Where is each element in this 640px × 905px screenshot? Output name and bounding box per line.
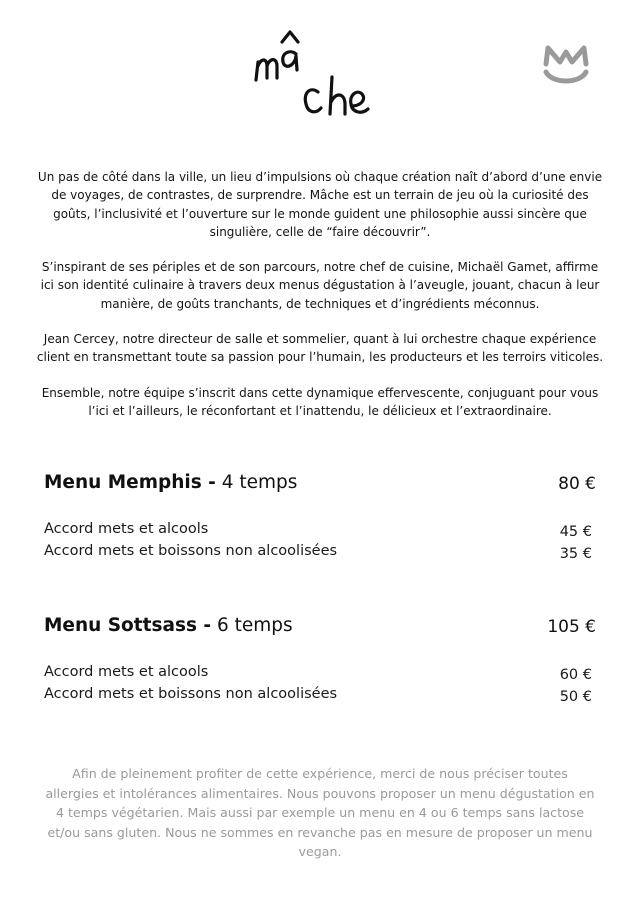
intro-paragraph: Jean Cercey, notre directeur de salle et sommelier, quant à lui orchestre chaque expérience client en transmettant toute sa passion pour l’humain, les producteurs et les terroirs viticoles. [36, 332, 604, 365]
menu-courses: 4 temps [215, 472, 298, 493]
intro-paragraph: S’inspirant de ses périples et de son parcours, notre chef de cuisine, Michaël Gamet, affirme ici son identité culinaire à travers deux menus dégustation à l’aveugle, jouant, chacun à leur manière, de goûts tranchants, de techniques et d’ingrédients méconnus. [40, 260, 600, 311]
mache-logo [250, 22, 395, 122]
pairing-price: 35 € [559, 546, 592, 562]
menu-name: Menu Memphis - [44, 472, 216, 493]
intro-text [36, 168, 604, 437]
pairing-price: 50 € [559, 689, 592, 705]
intro-paragraph: Un pas de côté dans la ville, un lieu d’impulsions où chaque création naît d’abord d’une envie de voyages, de contrastes, de surprendre. Mâche est un terrain de jeu où la curiosité des goûts, l’inclusivité et l’ouverture sur le monde guident une philosophie aussi sincère que singulière, celle de “faire découvrir”. [37, 170, 603, 239]
pairing-label: Accord mets et alcools [44, 521, 209, 537]
smiley-m-logo-icon [540, 42, 592, 90]
pairing-price: 45 € [559, 524, 592, 540]
dietary-note: Afin de pleinement profiter de cette expérience, merci de nous préciser toutes allergies et intolérances alimentaires. Nous pouvons proposer un menu dégustation en 4 temps végétarien. Mais aussi par exemple un menu en 4 ou 6 temps sans lactose et/ou sans gluten. Nous ne sommes en revanche pas en mesure de proposer un menu vegan. [45, 766, 595, 859]
menu-courses: 6 temps [211, 615, 293, 636]
pairing-label: Accord mets et boissons non alcoolisées [44, 543, 338, 559]
pairing-label: Accord mets et boissons non alcoolisées [44, 686, 338, 702]
menu-name: Menu Sottsass - [44, 615, 212, 636]
intro-paragraph: Ensemble, notre équipe s’inscrit dans cette dynamique effervescente, conjuguant pour vous l’ici et l’ailleurs, le réconfortant et l’inattendu, le délicieux et l’extraordinaire. [41, 385, 599, 418]
menu-sottsass-title [44, 615, 584, 636]
pairing-label: Accord mets et alcools [44, 664, 209, 680]
pairing-price: 60 € [559, 667, 592, 683]
menu-sottsass-price: 105 € [547, 617, 596, 637]
menu-memphis-price: 80 € [558, 474, 596, 494]
menu-memphis-title [44, 472, 584, 493]
